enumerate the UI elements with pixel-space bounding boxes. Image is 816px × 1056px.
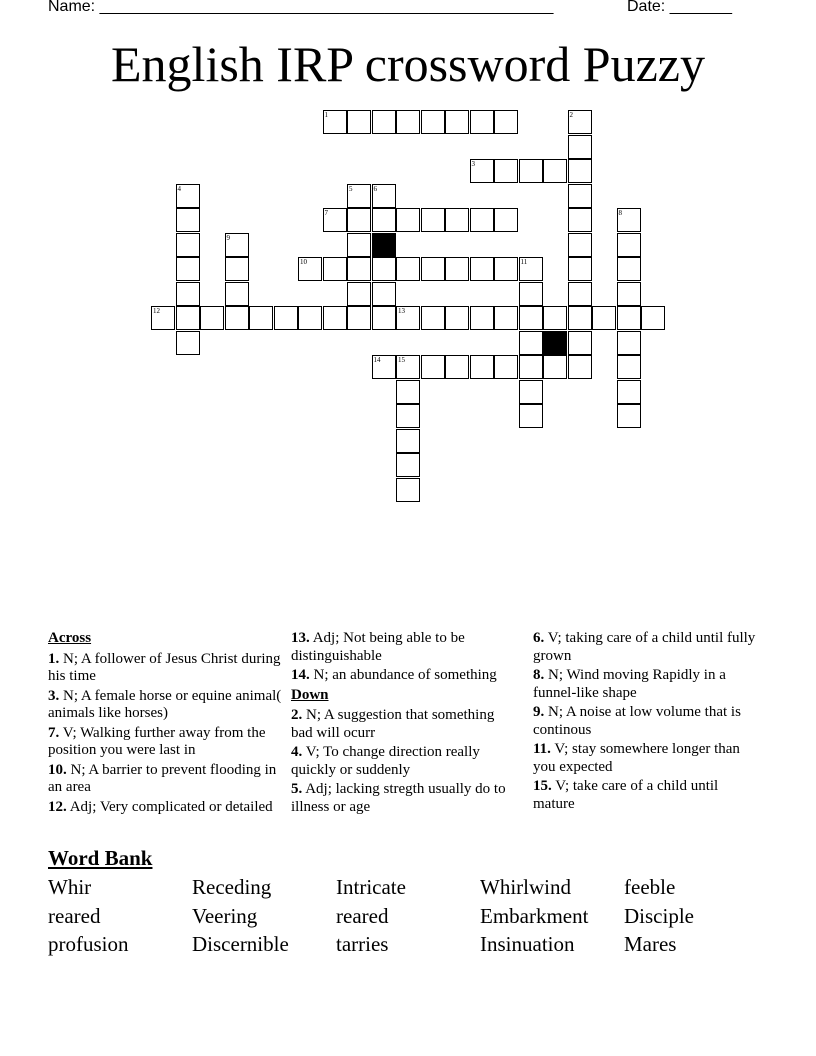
clue-text: V; stay somewhere longer than you expected [533,741,740,775]
clue-across-1 [48,651,284,686]
clue-text: N; Wind moving Rapidly in a funnel-like shape [533,667,726,701]
clue-number-label: 7 [324,209,328,217]
grid-cell[interactable] [494,159,518,183]
word-bank-word: Veering [192,904,258,928]
grid-cell[interactable] [592,306,616,330]
name-field[interactable]: Name: ___________________________________________________ [48,0,554,15]
clues-column-1 [48,630,284,818]
clue-number-label: 9 [226,233,230,242]
grid-cell[interactable] [519,355,543,379]
word-bank-word: Whir [48,875,92,899]
clue-number: 5. [291,781,303,797]
grid-cell[interactable] [445,355,469,379]
word-bank-word: profusion [48,932,129,956]
grid-cell[interactable] [445,306,469,330]
grid-cell[interactable] [568,233,592,257]
word-bank-title: Word Bank [48,846,153,870]
clue-number: 6. [533,630,545,646]
grid-cell[interactable] [347,208,371,232]
grid-cell[interactable] [372,208,396,232]
grid-cell[interactable] [372,306,396,330]
clue-text: V; To change direction really quickly or suddenly [291,744,480,778]
grid-cell[interactable] [249,306,273,330]
clue-down-9 [533,704,763,739]
word-bank-word: tarries [336,932,389,956]
grid-cell[interactable] [470,306,494,330]
grid-cell[interactable] [568,208,592,232]
clue-across-14 [291,667,513,685]
black-cell [543,331,567,355]
clue-text: Adj; Not being able to be distinguishable [291,630,465,664]
clue-number-label: 11 [520,258,528,266]
clue-number: 12. [48,798,67,815]
clue-number: 14. [291,667,310,683]
clue-number-label: 2 [569,111,573,119]
grid-cell[interactable] [568,355,592,379]
black-cell [372,233,396,257]
grid-cell[interactable] [176,257,200,281]
clue-text: N; A noise at low volume that is continous [533,704,741,738]
grid-cell[interactable] [617,257,641,281]
word-bank-word: Embarkment [480,904,589,928]
clue-number: 1. [48,650,60,667]
down-heading: Down [291,686,329,703]
clue-number-label: 8 [618,209,622,217]
clue-across-7 [48,725,284,760]
grid-cell[interactable] [176,282,200,306]
grid-cell[interactable] [494,306,518,330]
word-bank-word: Disciple [624,904,694,928]
grid-cell[interactable] [372,110,396,134]
grid-cell[interactable] [396,110,420,134]
page-title: English IRP crossword Puzzy [111,36,705,92]
clue-text: N; A female horse or equine animal( animals like horses) [48,687,282,721]
word-bank-word: Discernible [192,932,289,956]
grid-cell[interactable] [323,306,347,330]
clue-down-5 [291,781,513,816]
clue-number-label: 14 [373,356,381,364]
grid-cell[interactable] [372,282,396,306]
clue-number: 11. [533,741,551,757]
grid-cell[interactable] [519,282,543,306]
grid-cell[interactable] [470,110,494,134]
grid-cell[interactable] [494,110,518,134]
clue-across-12 [48,799,284,817]
word-bank-word: Whirlwind [480,875,571,899]
word-bank-word: Mares [624,932,677,956]
grid-cell[interactable] [617,233,641,257]
clue-text: V; taking care of a child until fully grown [533,630,756,664]
clue-text: V; Walking further away from the position you were last in [48,724,266,758]
clue-number-label: 1 [324,111,328,119]
grid-cell[interactable] [421,208,445,232]
clue-number: 15. [533,778,552,794]
grid-cell[interactable] [347,110,371,134]
grid-cell[interactable] [396,429,420,453]
grid-cell[interactable] [225,257,249,281]
grid-cell[interactable] [568,184,592,208]
clue-text: N; an abundance of something [313,667,497,683]
grid-cell[interactable] [445,110,469,134]
clue-down-11 [533,741,763,776]
word-bank-word: feeble [624,875,676,899]
clue-number-label: 6 [373,184,377,193]
grid-cell[interactable] [568,257,592,281]
grid-cell[interactable] [543,159,567,183]
word-bank-word: Intricate [336,875,406,899]
grid-cell[interactable] [225,306,249,330]
grid-cell[interactable] [421,257,445,281]
grid-cell[interactable] [519,159,543,183]
word-bank-word: Receding [192,875,272,899]
grid-cell[interactable] [421,355,445,379]
grid-cell[interactable] [396,478,420,502]
grid-cell[interactable] [494,208,518,232]
grid-cell[interactable] [617,380,641,404]
grid-cell[interactable] [617,331,641,355]
grid-cell[interactable] [445,208,469,232]
clue-down-15 [533,778,763,813]
clue-number: 9. [533,704,545,720]
grid-cell[interactable] [617,404,641,428]
grid-cell[interactable] [543,306,567,330]
grid-cell[interactable] [568,306,592,330]
grid-cell[interactable] [176,233,200,257]
clue-number: 10. [48,761,67,778]
grid-cell[interactable] [176,331,200,355]
clue-number: 8. [533,667,545,683]
clue-text: N; A barrier to prevent flooding in an area [48,761,277,795]
date-field[interactable]: Date: _______ [627,0,732,15]
clue-down-2 [291,707,513,742]
grid-cell[interactable] [421,110,445,134]
grid-cell[interactable] [225,282,249,306]
grid-cell[interactable] [176,306,200,330]
grid-cell[interactable] [347,306,371,330]
grid-cell[interactable] [372,257,396,281]
grid-cell[interactable] [421,306,445,330]
clue-down-8 [533,667,763,702]
clue-text: Adj; Very complicated or detailed [69,798,273,815]
grid-cell[interactable] [470,208,494,232]
grid-cell[interactable] [445,257,469,281]
grid-cell[interactable] [519,404,543,428]
clue-across-10 [48,762,284,797]
grid-cell[interactable] [470,355,494,379]
grid-cell[interactable] [519,306,543,330]
clue-text: V; take care of a child until mature [533,778,719,812]
grid-cell[interactable] [470,257,494,281]
clue-number-label: 12 [153,307,160,315]
word-bank-word: Insinuation [480,932,575,956]
clues-column-2 [291,630,513,818]
grid-cell[interactable] [617,306,641,330]
across-heading: Across [48,630,92,646]
clue-down-6 [533,630,763,665]
grid-cell[interactable] [543,355,567,379]
clue-number-label: 15 [398,356,405,364]
grid-cell[interactable] [396,404,420,428]
grid-cell[interactable] [617,355,641,379]
word-bank-word: reared [48,904,101,928]
grid-cell[interactable] [568,135,592,159]
clue-number-label: 13 [398,307,405,315]
grid-cell[interactable] [176,208,200,232]
grid-cell[interactable] [274,306,298,330]
clue-number-label: 3 [471,160,475,168]
grid-cell[interactable] [617,282,641,306]
grid-cell[interactable] [396,380,420,404]
grid-cell[interactable] [568,159,592,183]
grid-cell[interactable] [298,306,322,330]
grid-cell[interactable] [494,355,518,379]
word-bank-word: reared [336,904,389,928]
grid-cell[interactable] [347,257,371,281]
clues-column-3 [533,630,763,815]
clue-number: 3. [48,687,60,704]
clue-number-label: 4 [177,184,181,193]
grid-cell[interactable] [323,257,347,281]
clue-text: N; A suggestion that something bad will ocurr [291,707,495,741]
grid-cell[interactable] [396,453,420,477]
grid-cell[interactable] [494,257,518,281]
grid-cell[interactable] [347,233,371,257]
grid-cell[interactable] [568,282,592,306]
grid-cell[interactable] [396,257,420,281]
clue-across-13 [291,630,513,665]
grid-cell[interactable] [396,208,420,232]
clue-text: Adj; lacking stregth usually do to illness or age [291,781,506,815]
grid-cell[interactable] [200,306,224,330]
clue-number: 13. [291,630,310,646]
clue-text: N; A follower of Jesus Christ during his time [48,650,281,684]
clue-number: 7. [48,724,60,741]
grid-cell[interactable] [519,331,543,355]
clue-number: 2. [291,707,303,723]
grid-cell[interactable] [641,306,665,330]
clue-across-3 [48,688,284,723]
grid-cell[interactable] [568,331,592,355]
grid-cell[interactable] [519,380,543,404]
clue-number: 4. [291,744,303,760]
grid-cell[interactable] [347,282,371,306]
clue-number-label: 10 [300,258,307,266]
clue-down-4 [291,744,513,779]
clue-number-label: 5 [349,184,353,193]
